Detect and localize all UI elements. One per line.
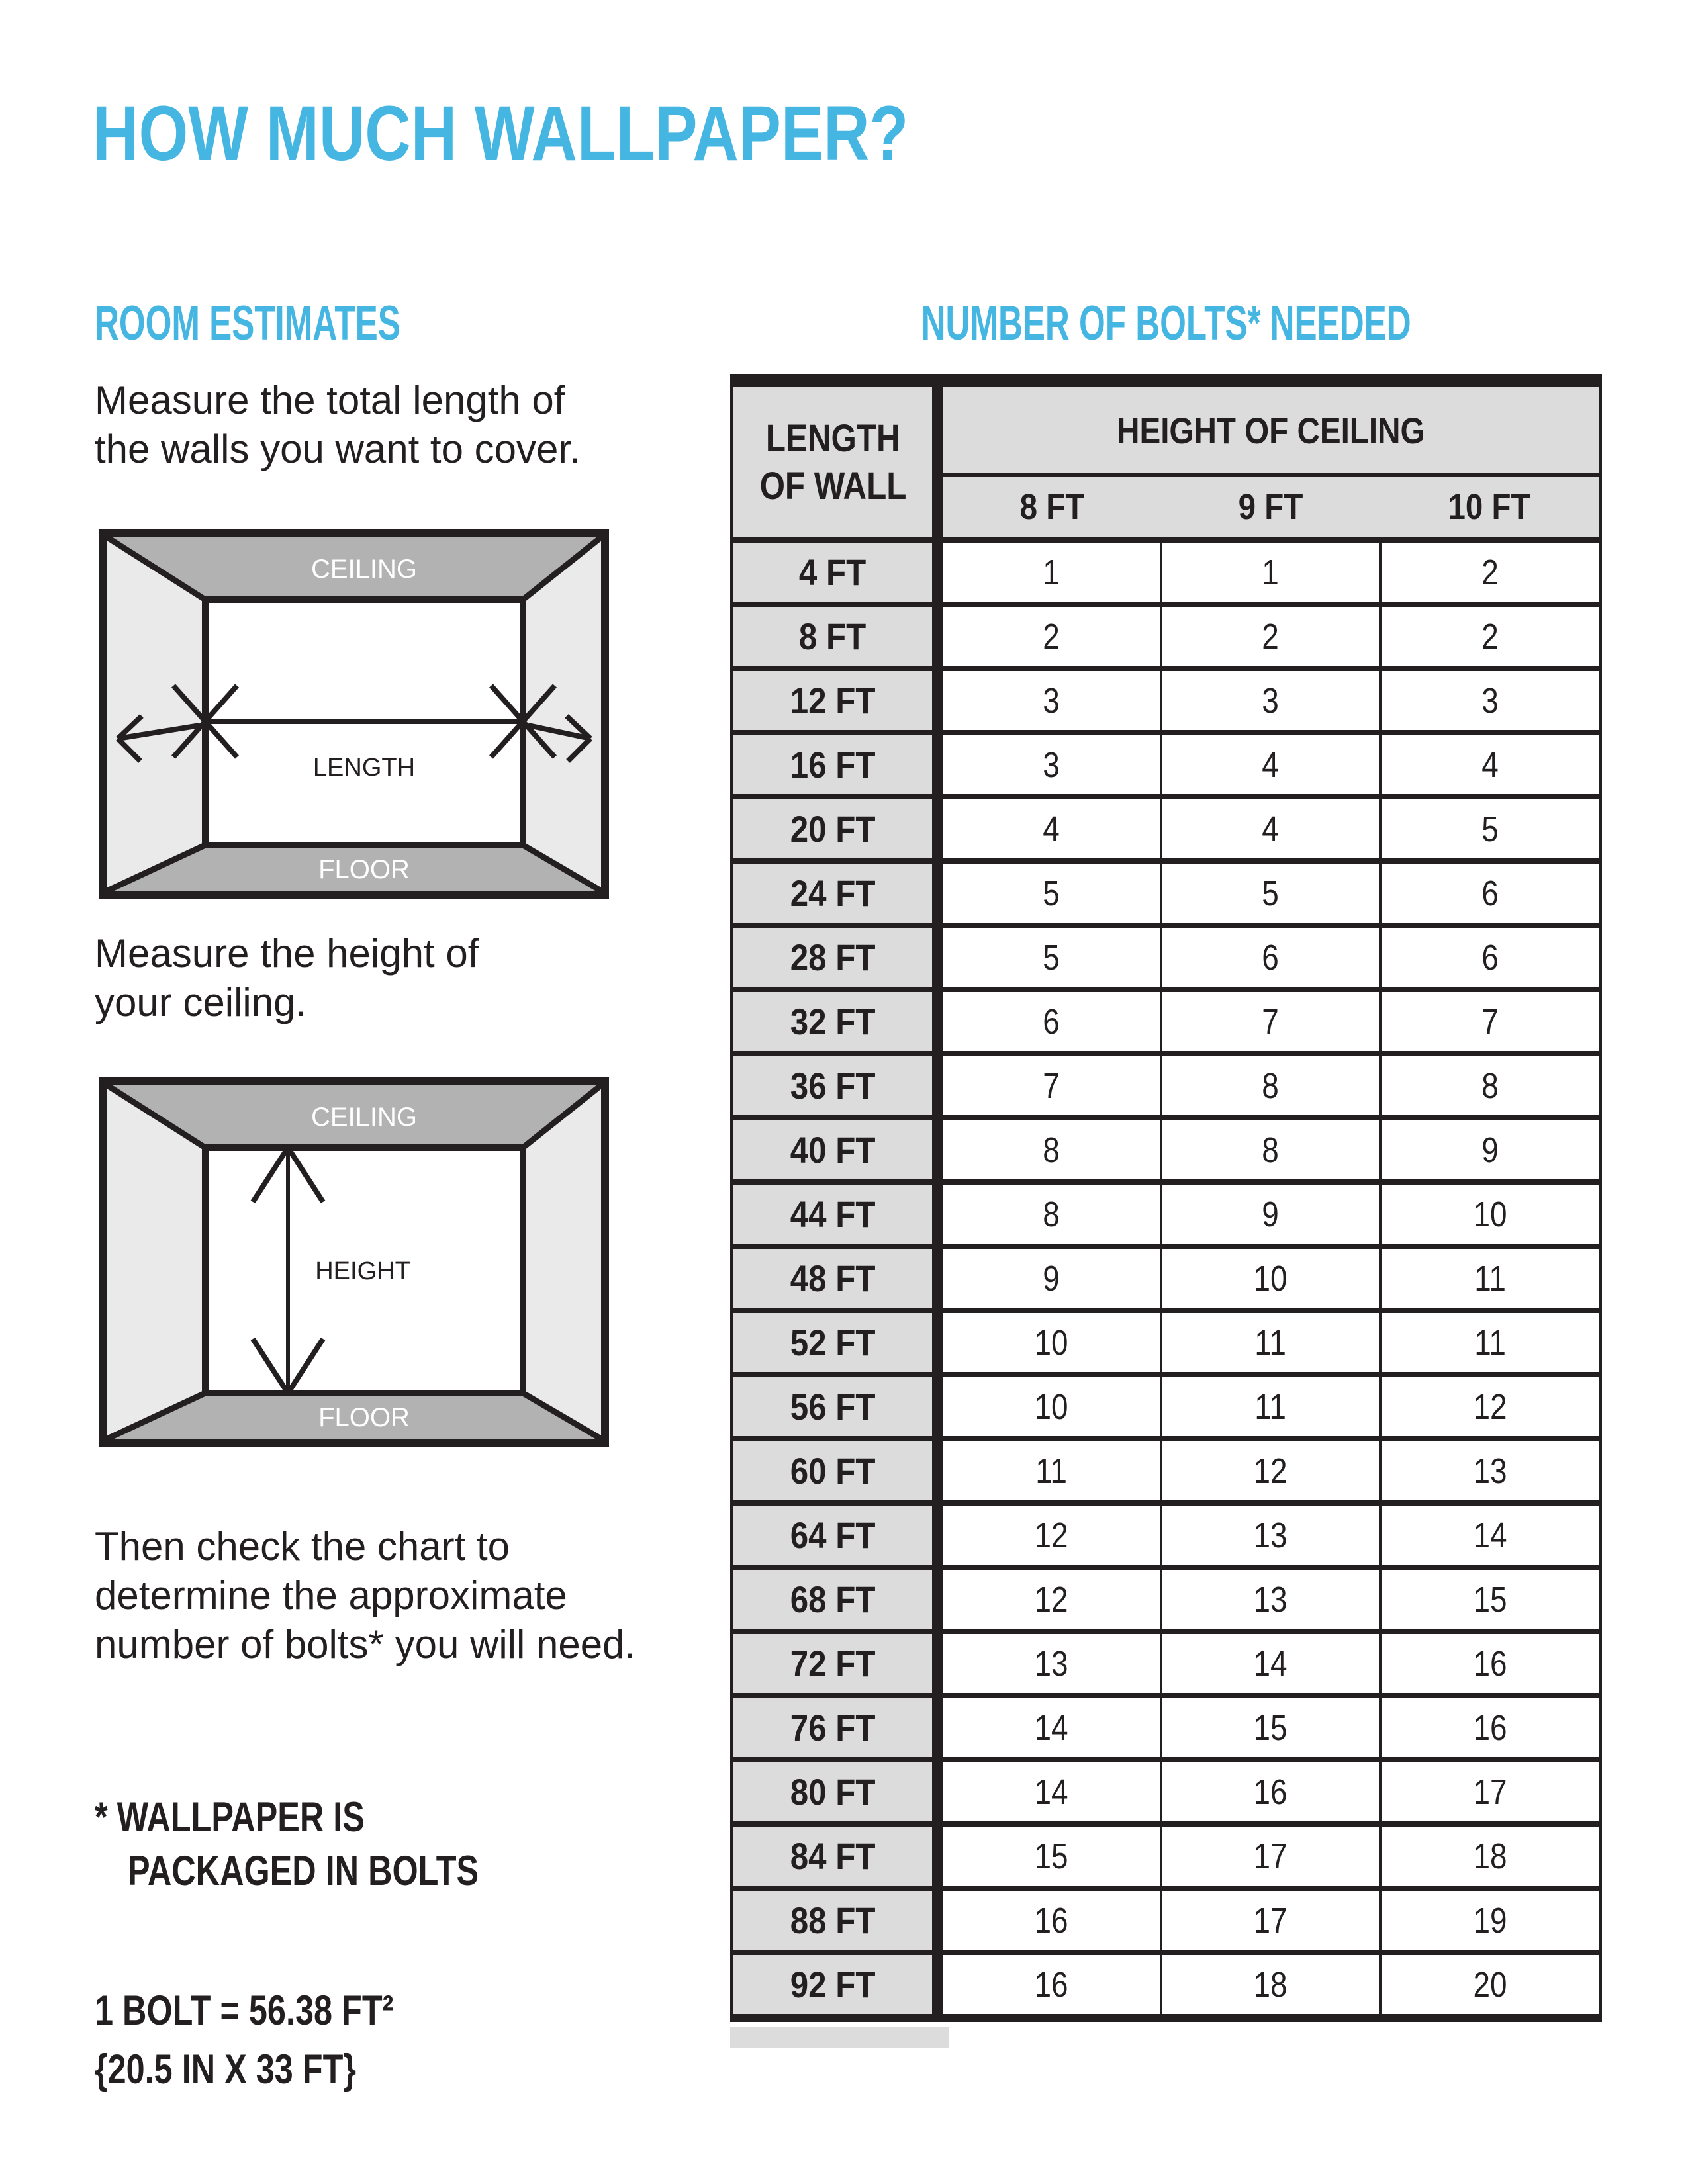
bolt-count-cell: 15 [1160,1698,1380,1757]
table-row [733,1313,1599,1377]
table-row [733,1634,1599,1698]
bolt-count-cell: 5 [1043,873,1060,913]
bolt-count-cell: 8 [1160,1120,1380,1179]
step3-text [95,1522,635,1669]
wall-length-label: 80 FT [733,1762,943,1821]
wall-length-label: 32 FT [733,992,943,1051]
bolt-count-cell: 13 [1379,1441,1599,1500]
bolt-count-cell: 6 [1379,928,1599,987]
bolt-count-cell: 10 [1034,1322,1068,1363]
bolts-footnote [95,1791,567,1898]
bolt-count-cell: 5 [1160,864,1380,923]
wall-length-label: 8 FT [733,607,943,666]
height-room-svg [99,1077,609,1447]
table-row [733,928,1599,992]
bolt-count-cell: 8 [1043,1194,1060,1234]
table-row [733,1827,1599,1891]
bolt-count-cell: 14 [1160,1634,1380,1693]
height-of-ceiling-header: HEIGHT OF CEILING [1116,409,1425,451]
bolt-count-cell: 6 [1379,864,1599,923]
length-of-wall-header: LENGTH OF WALL [733,387,943,537]
table-row [733,799,1599,864]
ceiling-height-columns [943,473,1599,537]
table-row [733,1056,1599,1120]
bolt-count-cell: 17 [1379,1762,1599,1821]
bolt-count-cell: 10 [1160,1249,1380,1308]
length-measure-label: LENGTH [312,754,416,782]
bolt-count-cell: 6 [1043,1001,1060,1042]
bolt-count-cell: 4 [1379,735,1599,794]
floor-label: FLOOR [318,855,410,884]
wall-length-label: 56 FT [733,1377,943,1436]
height-measure-label: HEIGHT [315,1257,410,1285]
bolt-count-cell: 13 [1160,1570,1380,1629]
table-top-bar [733,374,1599,387]
bolt-count-cell: 11 [1160,1313,1380,1372]
bolt-count-cell: 18 [1160,1955,1380,2014]
wall-length-label: 12 FT [733,671,943,730]
bolt-count-cell: 10 [1034,1387,1068,1427]
bolt-count-cell: 11 [1035,1451,1067,1491]
bolt-count-cell: 6 [1160,928,1380,987]
table-row [733,1377,1599,1441]
bolt-count-cell: 12 [1034,1579,1068,1619]
bolt-count-cell: 11 [1379,1313,1599,1372]
bolt-count-cell: 4 [1160,735,1380,794]
step2-text [95,929,479,1027]
bolt-count-cell: 12 [1379,1377,1599,1436]
wall-length-label: 72 FT [733,1634,943,1693]
bolt-count-cell: 17 [1160,1827,1380,1886]
bolt-count-cell: 16 [1160,1762,1380,1821]
step1-line1: Measure the total length of [95,378,565,422]
length-room-diagram [99,529,609,899]
wall-length-label: 40 FT [733,1120,943,1179]
bolt-count-cell: 16 [1379,1698,1599,1757]
bolt-count-cell: 8 [1043,1130,1060,1170]
bolt-count-cell: 15 [1034,1836,1068,1876]
bolt-count-cell: 2 [1160,607,1380,666]
bolt-count-cell: 3 [1043,680,1060,721]
table-row [733,543,1599,607]
bolt-count-cell: 14 [1379,1506,1599,1565]
table-row [733,1698,1599,1762]
table-row [733,1185,1599,1249]
bolt-count-cell: 3 [1160,671,1380,730]
bolt-count-cell: 8 [1160,1056,1380,1115]
table-row [733,1120,1599,1185]
bolt-count-cell: 20 [1379,1955,1599,2014]
bolt-count-cell: 9 [1379,1120,1599,1179]
bolt-count-cell: 14 [1034,1707,1068,1748]
column-header-10ft: 10 FT [1448,487,1530,527]
column-header-9ft: 9 FT [1238,487,1303,527]
bolt-count-cell: 5 [1379,799,1599,858]
table-row [733,671,1599,735]
bolt-count-cell: 10 [1379,1185,1599,1244]
floor-label: FLOOR [318,1403,410,1432]
bolt-count-cell: 18 [1379,1827,1599,1886]
wall-length-label: 60 FT [733,1441,943,1500]
bolts-needed-heading: NUMBER OF BOLTS* NEEDED [921,296,1411,350]
table-row [733,992,1599,1056]
step1-line2: the walls you want to cover. [95,427,581,471]
wall-length-label: 84 FT [733,1827,943,1886]
bolt-count-cell: 17 [1160,1891,1380,1950]
room-estimates-heading: ROOM ESTIMATES [95,296,400,350]
wall-length-label: 48 FT [733,1249,943,1308]
page-title: HOW MUCH WALLPAPER? [93,90,909,177]
wall-length-label: 76 FT [733,1698,943,1757]
bolt-table-rows [733,543,1599,2014]
bolt-count-cell: 19 [1379,1891,1599,1950]
table-row [733,1570,1599,1634]
table-row [733,1441,1599,1506]
bolt-count-cell: 14 [1034,1772,1068,1812]
wall-length-label: 20 FT [733,799,943,858]
bolt-count-cell: 3 [1043,745,1060,785]
table-row [733,1891,1599,1955]
bolt-count-cell: 2 [1043,616,1060,657]
bolt-count-cell: 3 [1379,671,1599,730]
bolt-count-cell: 2 [1379,543,1599,602]
wall-length-label: 44 FT [733,1185,943,1244]
table-row [733,1955,1599,2014]
bolt-count-cell: 5 [1043,937,1060,978]
height-room-diagram [99,1077,609,1447]
step2-line1: Measure the height of [95,931,479,976]
wall-length-label: 64 FT [733,1506,943,1565]
table-footer-stub [730,2027,949,2048]
wall-length-label: 24 FT [733,864,943,923]
ceiling-label: CEILING [310,1103,418,1132]
wall-length-label: 36 FT [733,1056,943,1115]
bolt-spec-line1: 1 BOLT = 56.38 FT² [95,1987,394,2034]
wall-length-label: 92 FT [733,1955,943,2014]
table-row [733,735,1599,799]
bolt-count-cell: 7 [1160,992,1380,1051]
length-room-svg [99,529,609,899]
column-header-8ft: 8 FT [1019,487,1085,527]
wall-length-label: 68 FT [733,1570,943,1629]
table-row [733,1506,1599,1570]
step1-text [95,376,581,474]
bolt-count-cell: 1 [1043,552,1060,592]
height-of-ceiling-group [943,387,1599,537]
bolt-count-cell: 16 [1034,1964,1068,2005]
bolt-count-cell: 16 [1034,1900,1068,1940]
wall-length-label: 88 FT [733,1891,943,1950]
table-row [733,864,1599,928]
bolt-count-cell: 16 [1379,1634,1599,1693]
wall-length-label: 28 FT [733,928,943,987]
bolt-count-cell: 4 [1160,799,1380,858]
bolt-spec [95,1981,468,2099]
bolt-count-cell: 9 [1160,1185,1380,1244]
table-row [733,607,1599,671]
bolt-count-cell: 13 [1160,1506,1380,1565]
bolt-count-cell: 7 [1379,992,1599,1051]
table-row [733,1762,1599,1827]
wall-length-label: 16 FT [733,735,943,794]
step3-line2: determine the approximate [95,1573,567,1617]
bolt-count-cell: 11 [1160,1377,1380,1436]
bolt-count-cell: 1 [1160,543,1380,602]
bolt-count-cell: 13 [1034,1643,1068,1684]
footnote-line1: * WALLPAPER IS [95,1794,365,1841]
bolt-count-cell: 12 [1160,1441,1380,1500]
bolt-count-cell: 12 [1034,1515,1068,1555]
bolt-count-cell: 11 [1379,1249,1599,1308]
table-header-row [733,387,1599,543]
bolt-count-cell: 4 [1043,809,1060,849]
wall-length-label: 4 FT [733,543,943,602]
bolt-count-cell: 8 [1379,1056,1599,1115]
footnote-line2: PACKAGED IN BOLTS [128,1848,479,1894]
step3-line3: number of bolts* you will need. [95,1622,636,1666]
table-row [733,1249,1599,1313]
step3-line1: Then check the chart to [95,1524,510,1569]
bolt-count-cell: 9 [1043,1258,1060,1298]
wall-length-label: 52 FT [733,1313,943,1372]
bolt-count-cell: 7 [1043,1066,1060,1106]
bolt-count-cell: 2 [1379,607,1599,666]
step2-line2: your ceiling. [95,980,307,1024]
bolt-count-cell: 15 [1379,1570,1599,1629]
bolt-spec-line2: {20.5 IN X 33 FT} [95,2046,356,2093]
bolt-table [730,374,1602,2022]
ceiling-label: CEILING [310,555,418,584]
